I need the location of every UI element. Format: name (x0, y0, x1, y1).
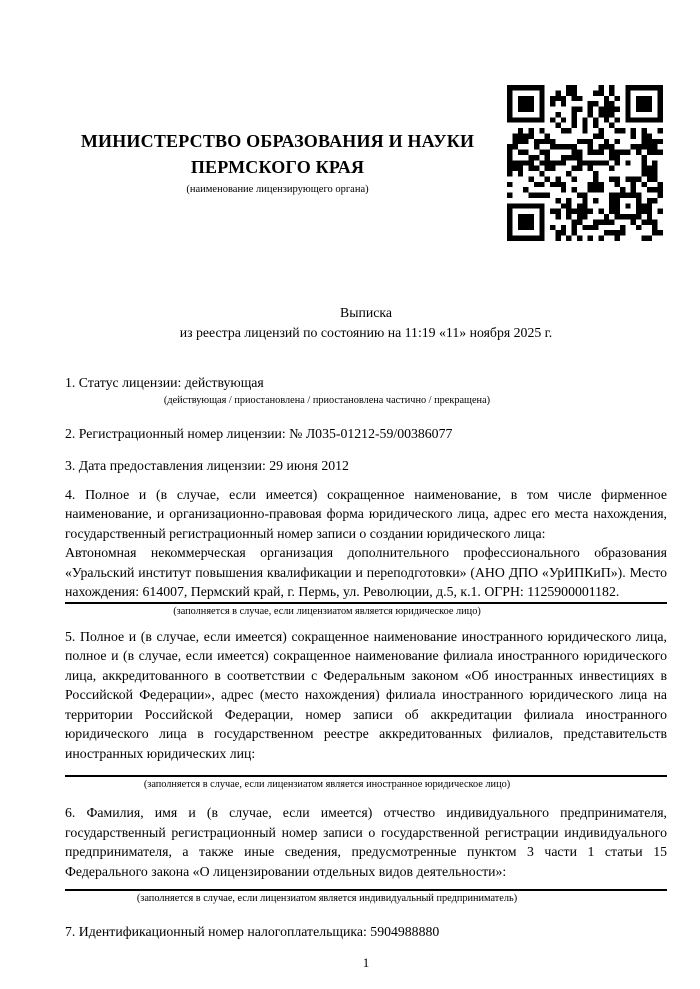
item-foreign-entity-note: (заполняется в случае, если лицензиатом является иностранное юридическое лицо) (143, 779, 511, 790)
item-license-status-note: (действующая / приостановлена / приостановлена частично / прекращена) (163, 394, 491, 406)
page-number: 1 (362, 954, 370, 970)
item-registration-number (65, 424, 667, 444)
item-license-status-text: 1. Статус лицензии: действующая (65, 375, 264, 390)
item-foreign-entity-question: 5. Полное и (в случае, если имеется) сокращенное наименование иностранного юридического лица, полное и (в случае, если имеется) сокращенное наименование филиала иностранного юридического лица, аккредитованного в соответствии с Федеральным законом «Об иностранных инвестициях в Российской Федерации», адрес (место нахождения) филиала иностранного юридического лица на территории Российской Федерации, номер записи об аккредитации филиала иностранного юридического лица в государственном реестре аккредитованных филиалов, представительств иностранных юридических лиц: (65, 628, 667, 761)
document-header (65, 0, 667, 241)
ministry-name-line2: ПЕРМСКОГО КРАЯ (190, 157, 365, 177)
item-taxpayer-number (65, 922, 667, 942)
fill-line (65, 889, 667, 891)
item-entrepreneur-question: 6. Фамилия, имя и (в случае, если имеется) отчество индивидуального предпринимателя, государственный регистрационный номер записи о государственной регистрации индивидуального предпринимателя, а также иные сведения, предусмотренные пунктом 3 части 1 статьи 15 Федерального закона «О лицензировании отдельных видов деятельности»: (65, 805, 667, 879)
licensing-authority (65, 128, 490, 197)
item-legal-entity-note: (заполняется в случае, если лицензиатом является юридическое лицо) (173, 605, 481, 617)
item-license-status (65, 373, 667, 407)
qr-code (507, 85, 663, 241)
item-entrepreneur (65, 803, 667, 905)
blank-answer-space (65, 881, 667, 889)
ministry-note: (наименование лицензирующего органа) (186, 184, 369, 195)
item-legal-entity (65, 485, 667, 618)
item-foreign-entity (65, 627, 667, 792)
item-entrepreneur-note: (заполняется в случае, если лицензиатом является индивидуальный предприниматель) (136, 893, 518, 904)
document-title (65, 303, 667, 343)
fill-line (65, 775, 667, 777)
item-taxpayer-number-text: 7. Идентификационный номер налогоплательщика: 5904988880 (65, 924, 440, 939)
fill-line (65, 602, 667, 604)
item-grant-date (65, 456, 667, 476)
item-grant-date-text: 3. Дата предоставления лицензии: 29 июня 2012 (65, 458, 349, 473)
item-legal-entity-question: 4. Полное и (в случае, если имеется) сокращенное наименование, в том числе фирменное наименование, и организационно-правовая форма юридического лица, адрес его места нахождения, государственный регистрационный номер записи о создании юридического лица: (65, 486, 667, 541)
item-registration-number-text: 2. Регистрационный номер лицензии: № Л035-01212-59/00386077 (65, 425, 453, 441)
title-line2: из реестра лицензий по состоянию на 11:19 «11» ноября 2025 г. (179, 325, 553, 340)
blank-answer-space (65, 763, 667, 775)
title-line1: Выписка (340, 305, 392, 320)
ministry-name-line1: МИНИСТЕРСТВО ОБРАЗОВАНИЯ И НАУКИ (80, 131, 475, 151)
item-legal-entity-answer: Автономная некоммерческая организация дополнительного профессионального образования «Уральский институт повышения квалификации и переподготовки» (АНО ДПО «УрИПКиП»). Место нахождения: 614007, Пермский край, г. Пермь, ул. Революции, д.5, к.1. ОГРН: 1125900001182. (65, 545, 667, 599)
